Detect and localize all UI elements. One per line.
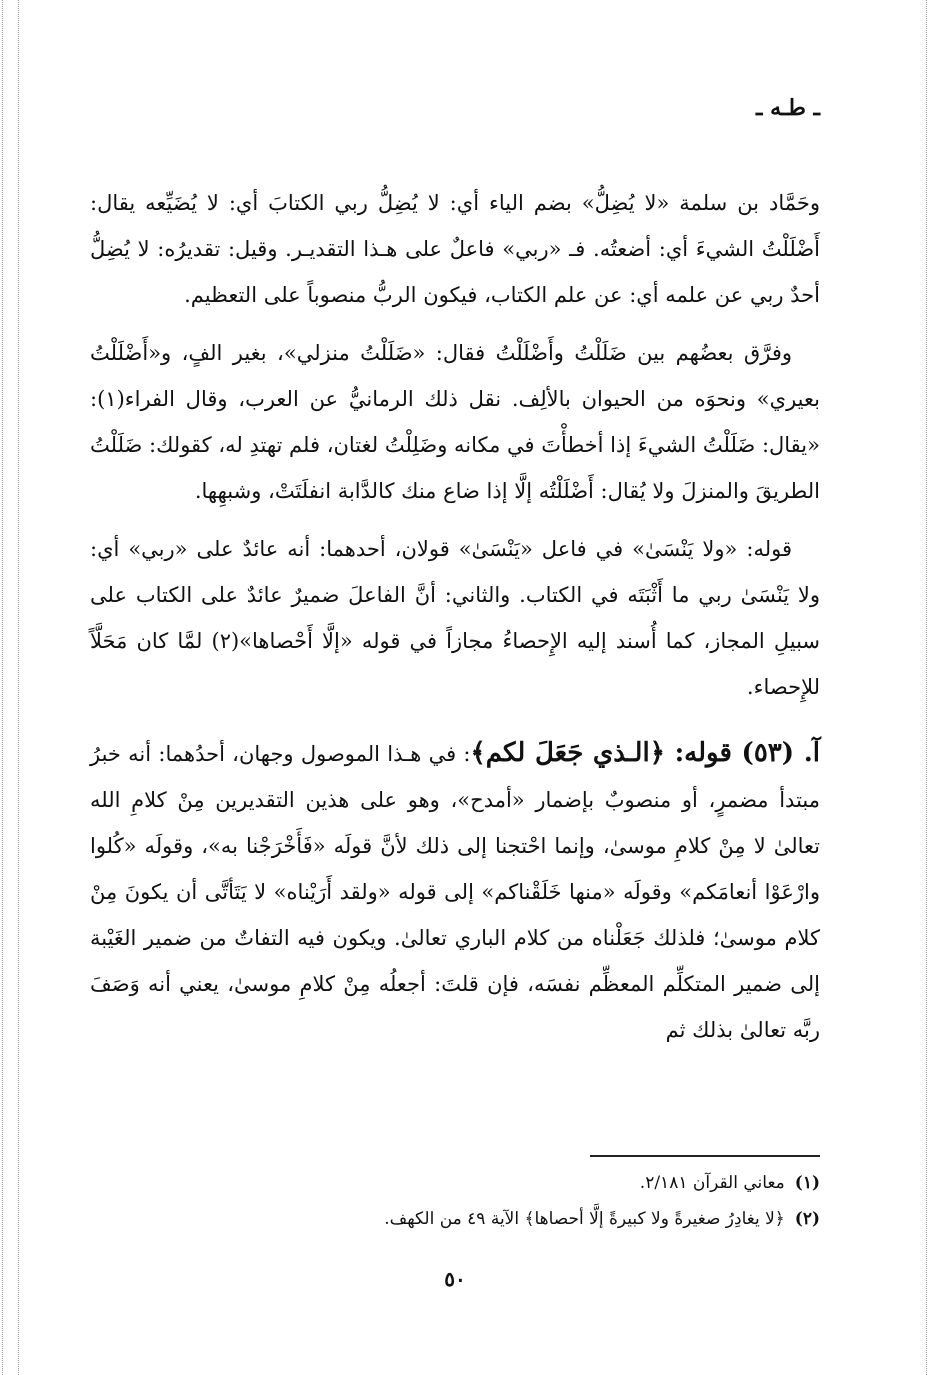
footnote-text: ﴿لا يغادِرُ صغيرةً ولا كبيرةً إلَّا أحصاها﴾ الآية ٤٩ من الكهف.: [384, 1209, 785, 1229]
margin-dotted-line: [926, 0, 927, 1375]
footnotes: [90, 1165, 820, 1237]
paragraph-1: وحَمَّاد بن سلمة «لا يُضِلُّ» بضم الياء أي: لا يُضِلُّ ربي الكتابَ أي: لا يُضَيِّعه يقال: أَضْلَلْتُ الشيءَ أي: أضعتُه. فـ «ربي» فاعلٌ على هـذا التقديـر. وقيل: تقديرُه: لا يُضِلُّ أحدٌ ربي عن علمه أي: عن علم الكتاب، فيكون الربُّ منصوباً على التعظيم.: [90, 191, 820, 307]
paragraph-3: قوله: «ولا يَنْسَىٰ» في فاعل «يَنْسَىٰ» قولان، أحدهما: أنه عائدٌ على «ربي» أي: ولا يَنْسَىٰ ربي ما أَثْبَتَه في الكتاب. والثاني: أنَّ الفاعلَ ضميرٌ عائدٌ على الكتاب على سبيلِ المجاز، كما أُسند إليه الإِحصاءُ مجازاً في قوله «إلَّا أَحْصاها»(٢) لمَّا كان مَحَلَّاً للإِحصاء.: [90, 537, 821, 699]
main-text: [90, 180, 820, 1053]
footnote-number: (١): [794, 1173, 820, 1193]
footnote-separator: [590, 1155, 820, 1157]
running-header: ـ طـه ـ: [756, 95, 820, 121]
paragraph-2: وفرَّق بعضُهم بين ضَلَلْتُ وأَضْلَلْتُ فقال: «ضَلَلْتُ منزلي»، بغير الفٍ، و«أَضْلَلْتُ بعيري» ونحوَه من الحيوان بالألِف. نقل ذلك الرمانيُّ عن العرب، وقال الفراء(١): «يقال: ضَلَلْتُ الشيءَ إذا أخطأْتَ في مكانه وضَلِلْتُ لغتان، فلم تهتدِ له، كقولك: ضَلَلْتُ الطريقَ والمنزلَ ولا يُقال: أَضْلَلْتُه إلَّا إذا ضاع منك كالدَّابة انفلَتَتْ، وشبهِها.: [90, 341, 820, 503]
margin-dotted-line: [2, 0, 3, 1375]
footnote: [90, 1201, 820, 1237]
margin-dotted-line: [18, 0, 19, 1375]
verse-marker: آ. (٥٣) قوله: ﴿الـذي جَعَلَ لكم﴾: [470, 738, 821, 768]
page-number: ٥٠: [444, 1267, 466, 1291]
footnote-text: معاني القرآن ٢/١٨١.: [639, 1173, 785, 1193]
verse-commentary: [90, 730, 820, 1053]
footnote: [90, 1165, 820, 1201]
footnote-number: (٢): [794, 1209, 820, 1229]
verse-commentary-text: : في هـذا الموصول وجهان، أحدُهما: أنه خبرُ مبتدأ مضمرٍ، أو منصوبٌ بإضمار «أمدح»، وهو على هذين التقديرين مِنْ كلامِ الله تعالىٰ لا مِنْ كلامِ موسىٰ، وإنما احْتجنا إلى ذلك لأنَّ قولَه «فَأَخْرَجْنا به»، وقولَه «كُلوا وارْعَوْا أنعامَكم» وقولَه «منها خَلَقْناكم» إلى قوله «ولقد أَرَيْناه» لا يَتَأتَّى أن يكونَ مِنْ كلام موسىٰ؛ فلذلك جَعَلْناه من كلام الباري تعالىٰ. ويكون فيه التفاتٌ من ضمير الغَيْبة إلى ضمير المتكلِّم المعظِّم نفسَه، فإن قلتَ: أجعلُه مِنْ كلامِ موسىٰ، يعني أنه وَصَفَ ربَّه تعالىٰ بذلك ثم: [90, 742, 820, 1042]
